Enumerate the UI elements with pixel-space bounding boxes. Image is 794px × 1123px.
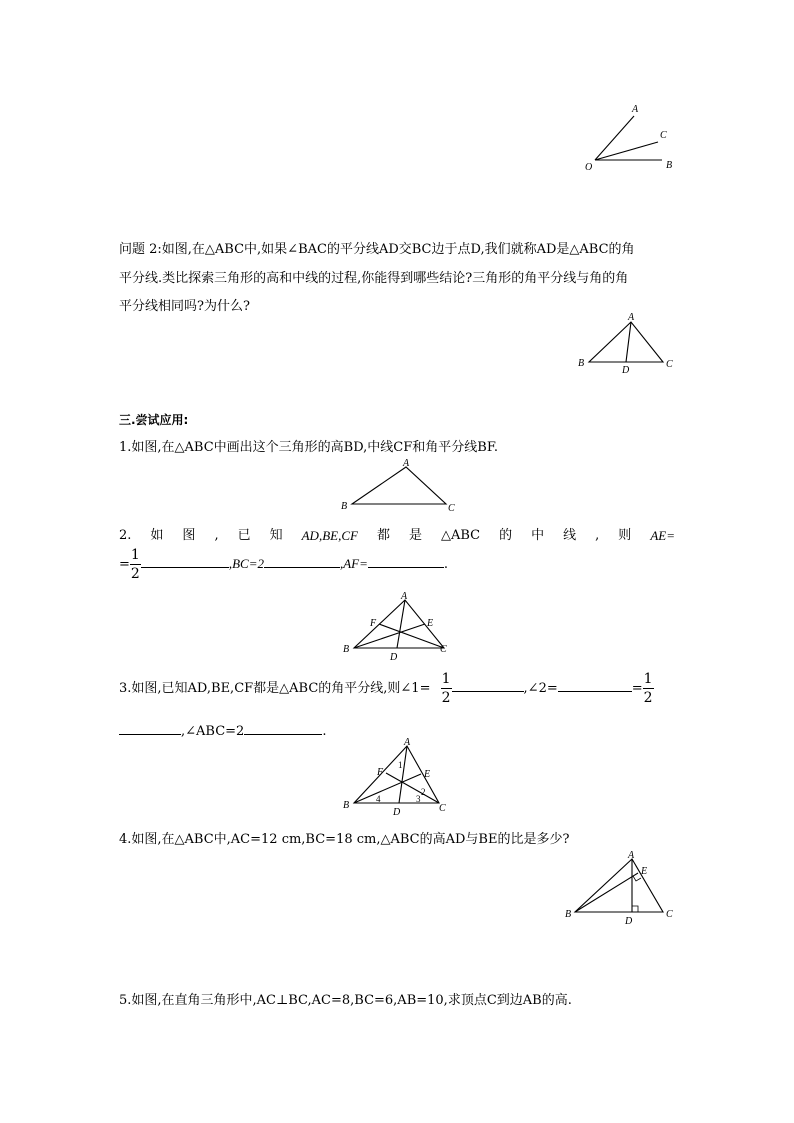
right-angle-mark-e [633,876,641,881]
angle-number-3: 3 [416,794,421,804]
q2-part: 已 [237,528,251,543]
q2-part: 2. [119,528,132,543]
q2-part: 中 [531,528,545,543]
fraction-denominator: 2 [643,690,653,706]
fraction-numerator: 1 [441,671,451,687]
label-c: C [440,644,447,655]
label-e: E [427,618,434,629]
q3-line2 [119,722,326,741]
answer-blank-5[interactable] [558,679,632,692]
label-e: E [424,769,431,780]
label-d: D [390,652,398,663]
q5-text: 5.如图,在直角三角形中,AC⊥BC,AC=8,BC=6,AB=10,求顶点C到边AB的高. [119,993,572,1008]
q1-triangle-figure [338,456,468,516]
q1-text: 1.如图,在△ABC中画出这个三角形的高BD,中线CF和角平分线BF. [119,440,498,455]
label-a: A [404,737,411,748]
answer-blank-3[interactable] [368,555,444,568]
label-c: C [666,909,673,920]
label-e: E [641,866,648,877]
q2-af-label: ,AF= [339,556,368,571]
answer-blank-1[interactable] [141,555,229,568]
q3-line2-mid: ,∠ABC=2 [181,724,245,739]
problem2-line1: 问题 2:如图,在△ABC中,如果∠BAC的平分线AD交BC边于点D,我们就称AD是△ABC的角 [119,242,635,257]
q2-part: AE= [650,528,675,543]
q2-part: AD,BE,CF [301,528,358,543]
bisector-ad [626,322,631,362]
label-d: D [622,365,630,376]
label-a: A [628,850,635,861]
label-d: D [393,807,401,818]
q3-end: . [322,724,327,739]
q2-part: 线 [563,528,577,543]
angle-number-2: 2 [421,787,426,797]
label-d: D [625,916,633,927]
angle-number-1: 1 [398,760,403,770]
q3-line1 [119,671,654,707]
q2-part: 图 [182,528,196,543]
bisector-be [354,774,421,803]
q3-text1: 3.如图,已知AD,BE,CF都是△ABC的角平分线,则∠1= [119,681,431,696]
triangle-abc [589,322,663,362]
q2-part: , [595,528,600,543]
fraction-half [130,548,141,581]
label-b: B [578,358,585,369]
fraction-half [441,672,452,705]
q2-bc-label: ,BC=2 [228,556,264,571]
label-b: B [343,800,350,811]
label-c: C [448,503,455,514]
fraction-half [643,672,654,705]
bisector-triangle-figure [575,312,685,377]
label-c: C [666,359,673,370]
label-c: C [660,130,667,141]
median-ad [397,600,405,648]
q2-part: 是 [408,528,422,543]
angle-number-4: 4 [376,794,381,804]
q2-prefix: = [119,557,130,572]
label-b: B [341,501,348,512]
problem2-line2: 平分线.类比探索三角形的高和中线的过程,你能得到哪些结论?三角形的角平分线与角的角 [119,271,629,286]
ray-oc [595,142,658,160]
triangle-abc [352,467,446,504]
q2-part: , [214,528,219,543]
q2-line1 [119,527,675,545]
label-o: O [585,162,593,173]
fraction-denominator: 2 [130,566,140,582]
q2-medians-figure [338,590,463,665]
right-angle-mark-d [632,906,638,912]
q2-end: . [443,557,449,572]
label-a: A [403,458,410,469]
bisector-ad [399,746,407,803]
label-f: F [370,618,377,629]
q3-angle2: ,∠2= [523,681,558,696]
ray-oa [595,116,634,160]
q4-text: 4.如图,在△ABC中,AC=12 cm,BC=18 cm,△ABC的高AD与BE的比是多少? [119,832,570,847]
label-a: A [401,591,408,602]
label-b: B [666,160,673,171]
q2-part: 都 [376,528,390,543]
q2-part: 则 [618,528,632,543]
label-a: A [632,104,639,115]
fraction-numerator: 1 [130,547,140,563]
label-f: F [377,767,384,778]
q2-line2 [119,546,448,583]
fraction-numerator: 1 [643,671,653,687]
fraction-denominator: 2 [441,690,451,706]
problem2-line3: 平分线相同吗?为什么? [119,299,250,314]
section3-heading: 三.尝试应用: [119,413,189,427]
answer-blank-6[interactable] [119,722,181,735]
label-c: C [439,803,446,814]
answer-blank-4[interactable] [452,679,524,692]
q2-part: 知 [269,528,283,543]
q2-part: △ABC [440,528,481,543]
altitude-be [575,873,638,912]
q2-part: 如 [150,528,164,543]
q2-part: 的 [499,528,513,543]
label-b: B [343,644,350,655]
answer-blank-2[interactable] [264,555,340,568]
answer-blank-7[interactable] [244,722,322,735]
q4-altitudes-figure [562,848,687,928]
q3-eq: = [631,681,643,696]
angle-figure [580,100,690,180]
label-b: B [565,909,572,920]
q3-bisectors-figure [338,736,458,818]
label-a: A [628,312,635,323]
